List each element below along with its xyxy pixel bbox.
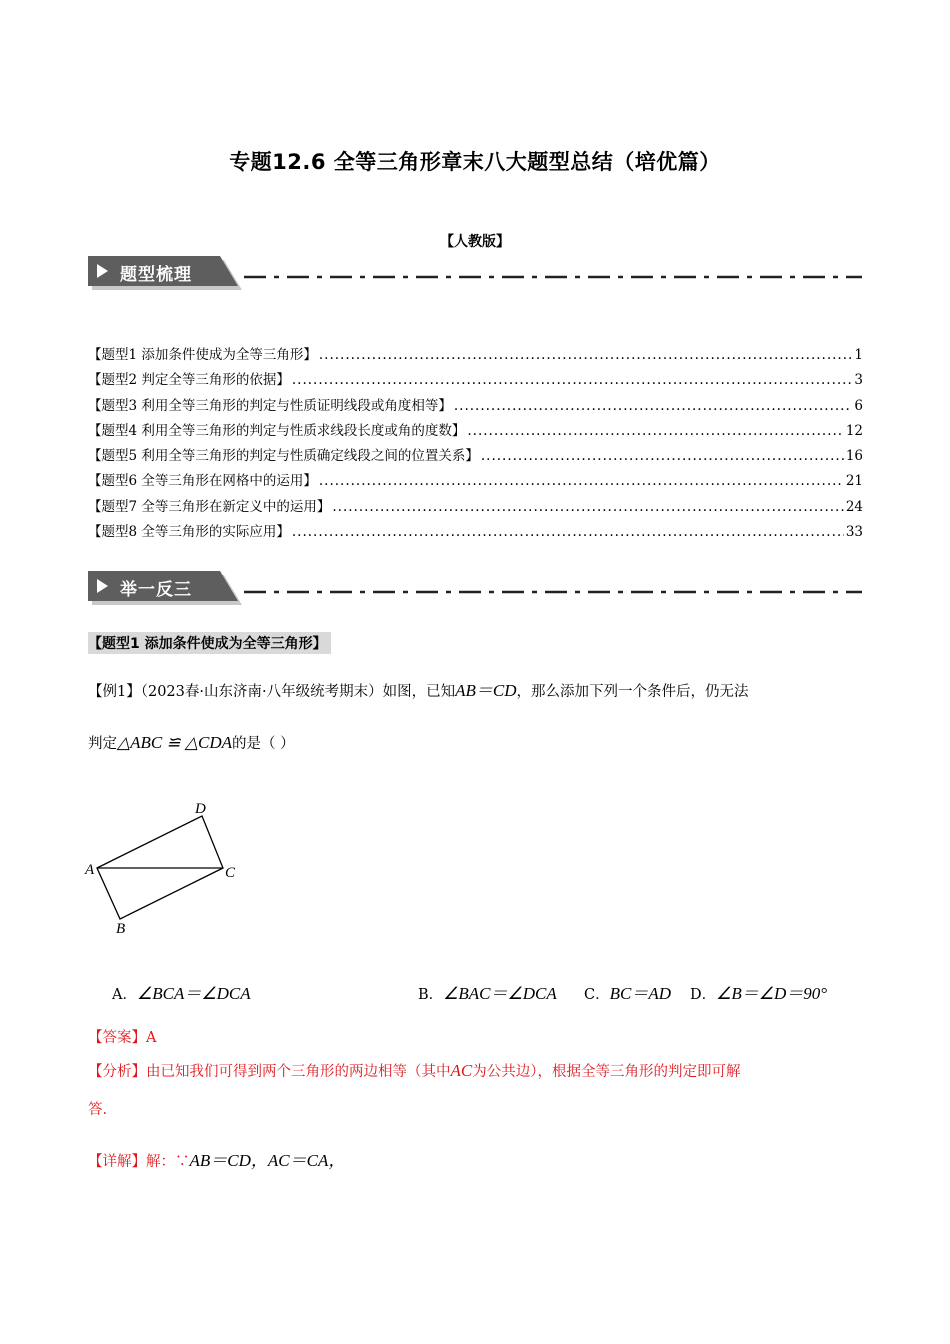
page-title: 专题12.6 全等三角形章末八大题型总结（培优篇） xyxy=(229,150,721,174)
option-b[interactable]: B．∠BAC＝∠DCA xyxy=(418,984,557,1003)
option-a[interactable]: A．∠BCA＝∠DCA xyxy=(112,984,251,1003)
detail-line: 【详解】解：∵AB＝CD，AC＝CA， xyxy=(88,1151,346,1170)
examples-banner-label: 举一反三 xyxy=(120,580,192,600)
example-line-1: 【例1】（2023春·山东济南·八年级统考期末）如图，已知AB＝CD，那么添加下列一个条件后，仍无法 xyxy=(88,681,749,700)
vertex-label-b: B xyxy=(116,921,126,937)
play-triangle-icon xyxy=(97,579,108,593)
section-heading: 【题型1 添加条件使成为全等三角形】 xyxy=(88,632,331,654)
toc-item[interactable]: 【题型5 利用全等三角形的判定与性质确定线段之间的位置关系】 ..... 16 xyxy=(88,444,863,469)
toc-item[interactable]: 【题型8 全等三角形的实际应用】 ..... 33 xyxy=(88,520,863,545)
edition-label: 【人教版】 xyxy=(440,234,510,250)
play-triangle-icon xyxy=(97,264,108,278)
analysis-label: 【分析】 xyxy=(88,1064,146,1080)
detail-label: 【详解】 xyxy=(88,1154,146,1170)
parallelogram-figure xyxy=(80,795,250,940)
toc-item[interactable]: 【题型4 利用全等三角形的判定与性质求线段长度或角的度数】 ..... 12 xyxy=(88,419,863,444)
toc-item[interactable]: 【题型2 判定全等三角形的依据】 ..... 3 xyxy=(88,368,863,393)
vertex-label-d: D xyxy=(195,801,206,817)
answer-value: A xyxy=(146,1030,157,1046)
dash-dot-divider xyxy=(244,273,864,281)
examples-banner xyxy=(88,571,950,607)
toc-item[interactable]: 【题型6 全等三角形在网格中的运用】 ..... 21 xyxy=(88,469,863,494)
dash-dot-divider xyxy=(244,588,864,596)
toc-banner xyxy=(88,256,950,292)
option-c[interactable]: C．BC＝AD xyxy=(584,984,671,1003)
table-of-contents xyxy=(88,343,863,545)
toc-banner-label: 题型梳理 xyxy=(120,265,192,285)
vertex-label-c: C xyxy=(225,865,236,881)
analysis-line-1: 【分析】由已知我们可得到两个三角形的两边相等（其中AC为公共边），根据全等三角形的判定即可解 xyxy=(88,1061,741,1080)
answer-options xyxy=(112,979,872,1003)
toc-item[interactable]: 【题型3 利用全等三角形的判定与性质证明线段或角度相等】 ..... 6 xyxy=(88,394,863,419)
toc-item[interactable]: 【题型7 全等三角形在新定义中的运用】 ..... 24 xyxy=(88,495,863,520)
option-d[interactable]: D．∠B＝∠D＝90° xyxy=(690,984,828,1003)
vertex-label-a: A xyxy=(85,862,95,878)
answer-line xyxy=(88,1026,858,1050)
answer-label: 【答案】 xyxy=(88,1030,146,1046)
example-label: 【例1】 xyxy=(88,684,141,700)
congruence-expr: △ABC ≌ △CDA xyxy=(117,733,232,752)
toc-item[interactable]: 【题型1 添加条件使成为全等三角形】 ..... 1 xyxy=(88,343,863,368)
analysis-line-2: 答. xyxy=(88,1102,108,1118)
example-line-2: 判定△ABC ≌ △CDA的是（ ） xyxy=(88,733,295,752)
